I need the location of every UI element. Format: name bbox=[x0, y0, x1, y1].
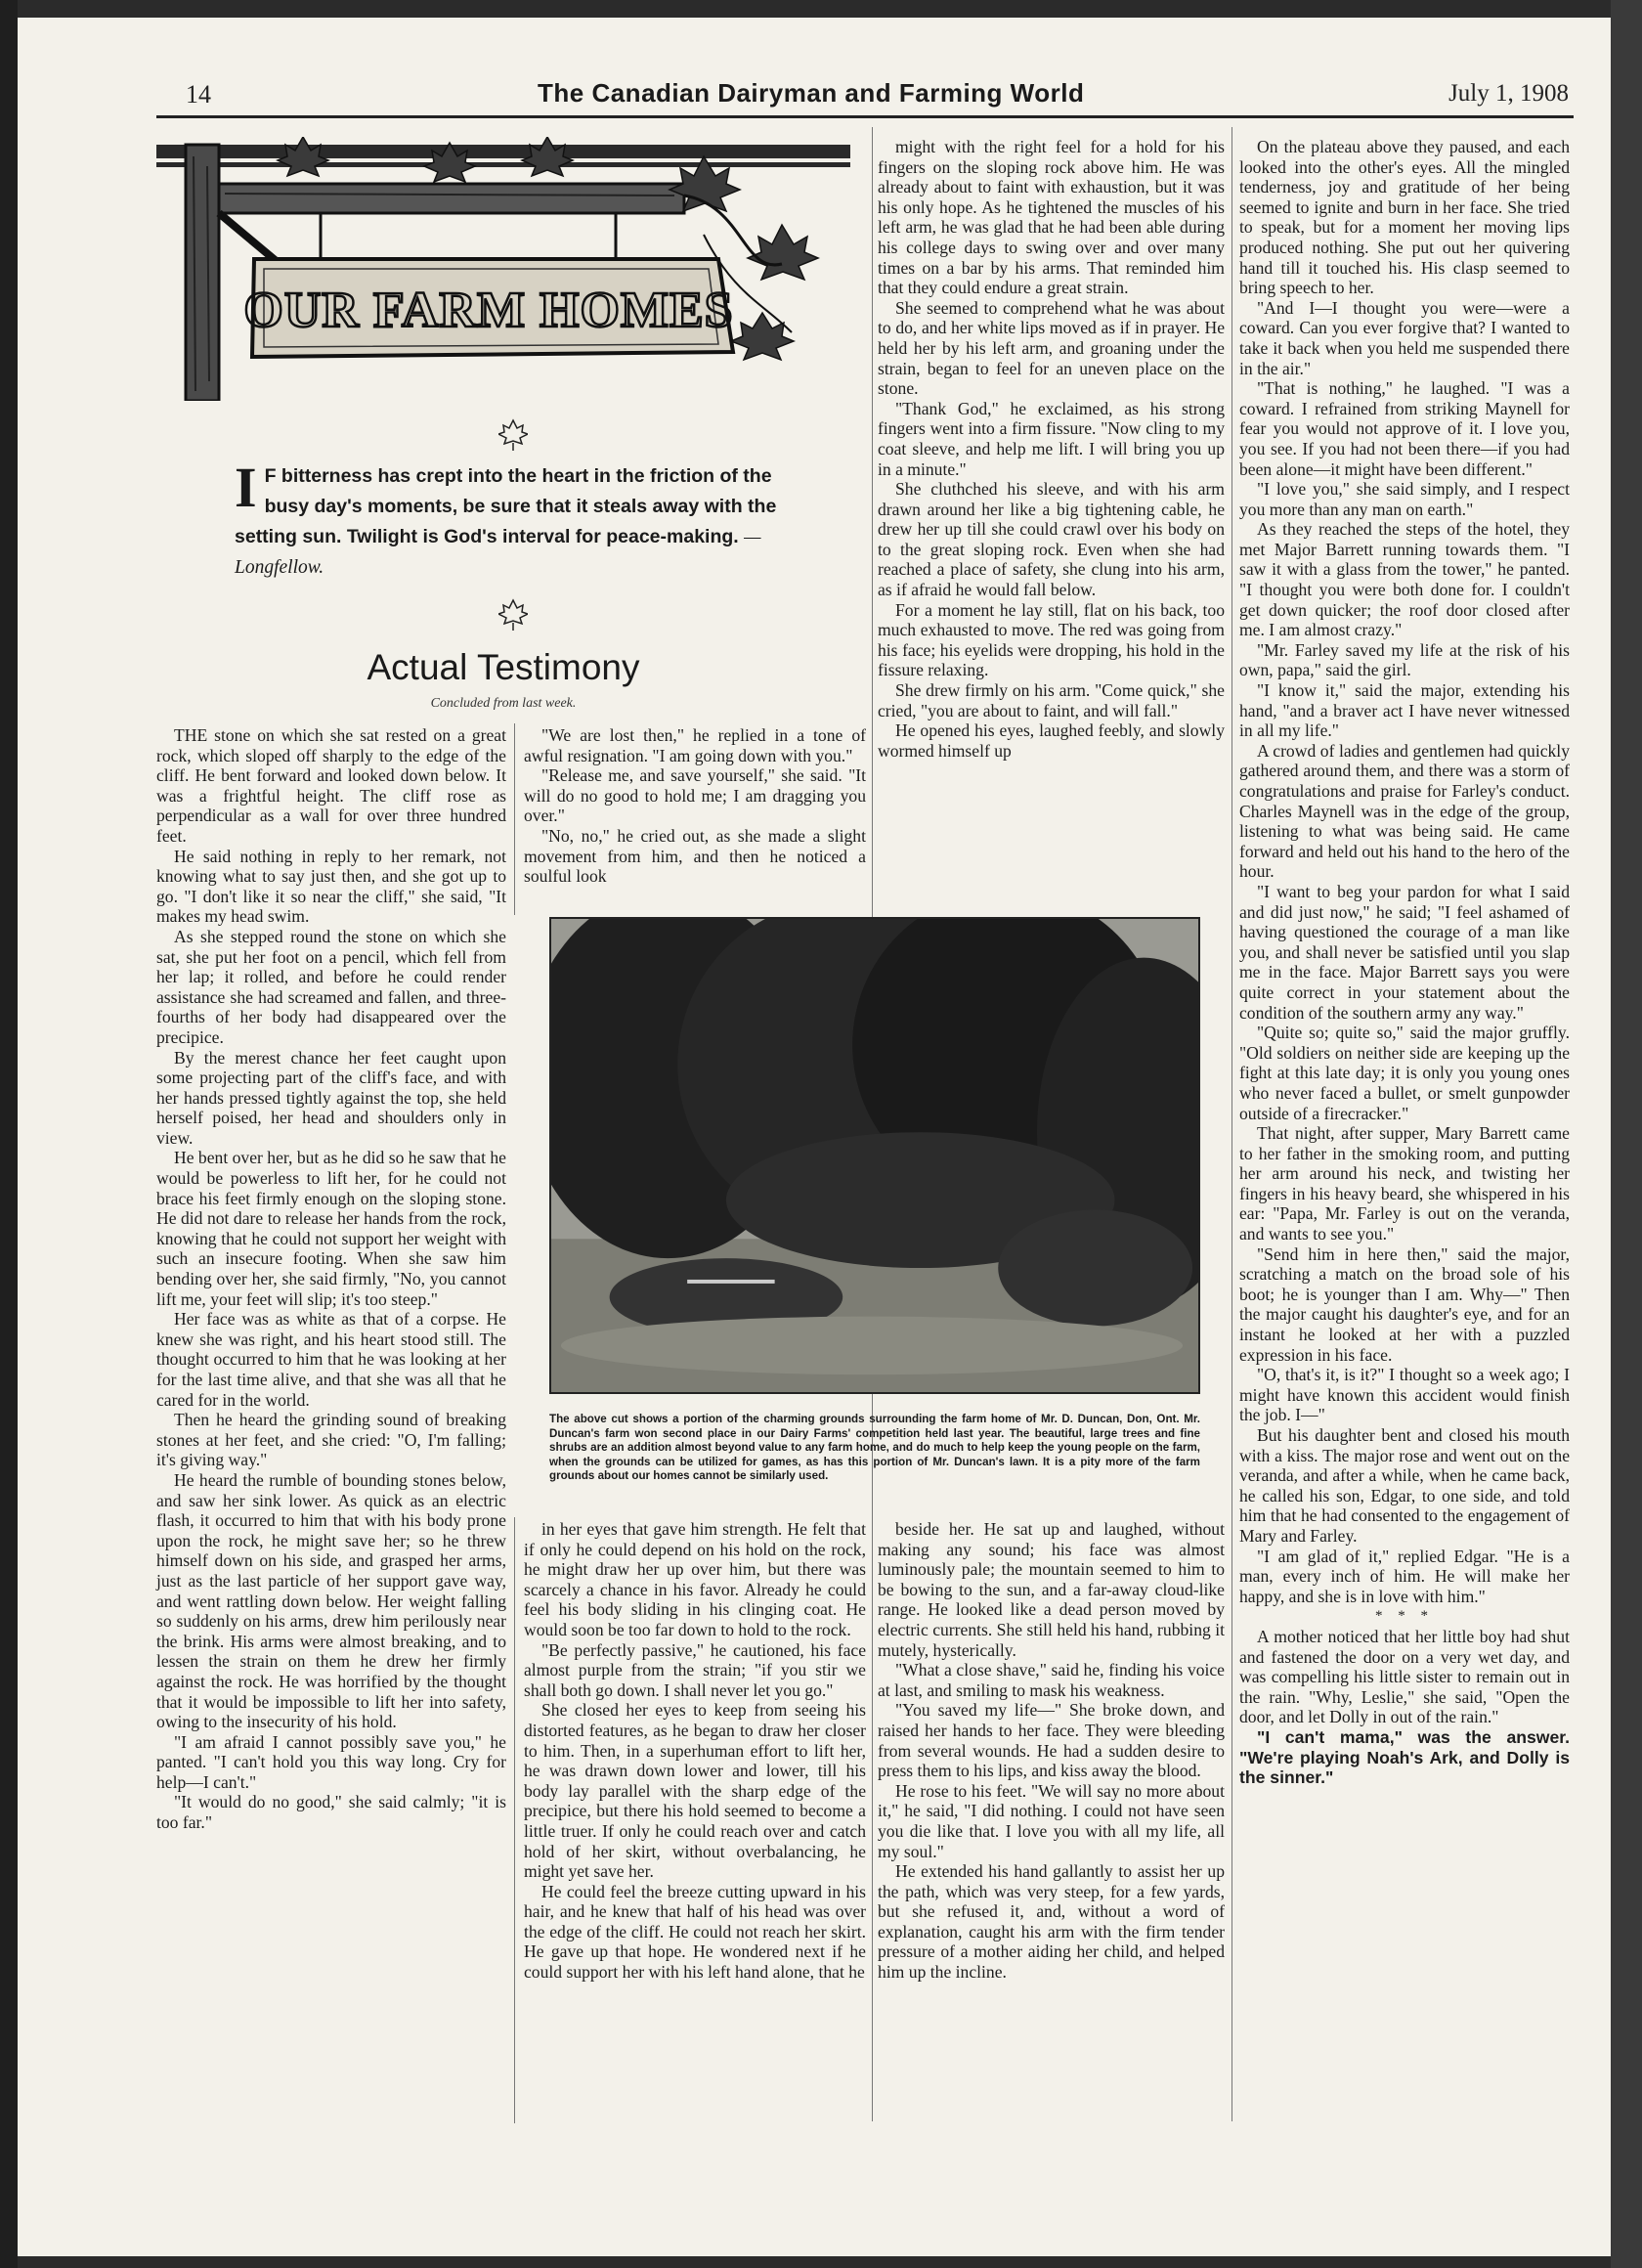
paragraph: "Thank God," he exclaimed, as his strong fingers went into a firm fissure. "Now cling to my coat sleeve, and help me lift. I will bring you up in a minute." bbox=[878, 398, 1225, 479]
publication-title: The Canadian Dairyman and Farming World bbox=[538, 78, 1085, 108]
paragraph: "And I—I thought you were—were a coward. Can you ever forgive that? I wanted to take it back when you held me suspended there in the air." bbox=[1239, 297, 1570, 378]
paragraph: He extended his hand gallantly to assist her up the path, which was very steep, for a few yards, but she refused it, and, without a word of explanation, caught his arm with the firm tender pressure of a mother aiding her child, and helped him up the incline. bbox=[878, 1861, 1225, 1983]
paragraph: She drew firmly on his arm. "Come quick," she cried, "you are about to faint, and will fall." bbox=[878, 680, 1225, 720]
our-farm-homes-banner bbox=[156, 137, 850, 401]
column-rule bbox=[514, 723, 515, 915]
paragraph: "I am afraid I cannot possibly save you," he panted. "I can't hold you this way long. Cry for help—I can't." bbox=[156, 1731, 506, 1792]
paragraph: "Be perfectly passive," he cautioned, his face almost purple from the strain; "if you stir we shall both go down. I shall never let you go." bbox=[524, 1639, 866, 1700]
paragraph: THE stone on which she sat rested on a great rock, which sloped off sharply to the edge of the cliff. He bent forward and looked down below. It was a frightful height. The cliff rose as perpendicular as a wall for over three hundred feet. bbox=[156, 725, 506, 846]
paragraph: She seemed to comprehend what he was about to do, and her white lips moved as if in prayer. He held her by his left arm, and groaning under the strain, began to feel for an uneven place on the stone. bbox=[878, 297, 1225, 399]
binder-edge bbox=[0, 0, 18, 2268]
paragraph: By the merest chance her feet caught upon some projecting part of the cliff's face, and with her hands pressed tightly against the top, she held herself poised, her head and shoulders only in view. bbox=[156, 1047, 506, 1148]
paragraph: But his daughter bent and closed his mouth with a kiss. The major rose and went out on the veranda, and after a while, when he came back, he called his son, Edgar, to one side, and told him that he had consented to the engagement of Mary and Farley. bbox=[1239, 1425, 1570, 1546]
paragraph: "Quite so; quite so," said the major gruffly. "Old soldiers on neither side are keeping up the fight at this late day; it is only you young ones who never faced a bullet, or smelt gunpowder outside of a firecracker." bbox=[1239, 1023, 1570, 1123]
paragraph: "It would do no good," she said calmly; "it is too far." bbox=[156, 1792, 506, 1833]
paragraph: "Send him in here then," said the major, scratching a match on the broad sole of his boot; he is younger than I am. Why—" Then the major caught his daughter's eye, and for an instant he looked at her with a puzzled expression in his face. bbox=[1239, 1243, 1570, 1365]
article-column-3-bottom bbox=[878, 1519, 1225, 1983]
quote-text: F bitterness has crept into the heart in the friction of the busy day's moments, be sure that it steals away with the setting sun. Twilight is God's interval for peace-making. bbox=[235, 465, 777, 547]
article-column-1 bbox=[156, 725, 506, 1833]
paragraph: She closed her eyes to keep from seeing his distorted features, as he began to draw her closer to him. Then, in a superhuman effort to lift her, he was drawn down lower and lower, till his body lay parallel with the sharp edge of the precipice, but there his hold seemed to become a little truer. If only he could reach over and catch hold of her skirt, without overbalancing, he might yet save her. bbox=[524, 1700, 866, 1882]
article-column-4 bbox=[1239, 137, 1570, 1788]
farm-grounds-photo bbox=[549, 917, 1200, 1394]
paragraph: Her face was as white as that of a corpse. He knew she was right, and his heart stood still. The thought occurred to him that he was looking at her for the last time alive, and that she was all that he cared for in the world. bbox=[156, 1309, 506, 1410]
maple-leaf-ornament bbox=[498, 418, 528, 452]
banner-title: OUR FARM HOMES bbox=[243, 283, 734, 338]
anecdote-paragraph: A mother noticed that her little boy had shut and fastened the door on a very wet day, and was compelling his little sister to remain out in the rain. "Why, Leslie," she said, "Open the door, and let Dolly in out of the rain." bbox=[1239, 1626, 1570, 1727]
header-rule bbox=[156, 115, 1574, 118]
paragraph: "You saved my life—" She broke down, and raised her hands to her face. They were bleeding from several wounds. He had a sudden desire to press them to his lips, and kiss away the blood. bbox=[878, 1700, 1225, 1781]
paragraph: "We are lost then," he replied in a tone of awful resignation. "I am going down with you." bbox=[524, 725, 866, 765]
paragraph: She cluthched his sleeve, and with his arm drawn around her like a big tightening cable, he drew her up till she could crawl over his body on to the great sloping rock. Even when she had reached a place of safety, she clung into his arm, as if afraid he would fall below. bbox=[878, 479, 1225, 600]
paragraph: in her eyes that gave him strength. He felt that if only he could depend on his hold on the rock, he might draw her up over him, but there was scarcely a chance in his favor. Already he could feel his body sliding in his clinging coat. He would soon be too far down to hold to the rock. bbox=[524, 1519, 866, 1639]
article-title: Actual Testimony bbox=[367, 647, 640, 687]
maple-leaf-ornament bbox=[498, 598, 528, 632]
paragraph: "Mr. Farley saved my life at the risk of his own, papa," said the girl. bbox=[1239, 639, 1570, 680]
paragraph: He said nothing in reply to her remark, not knowing what to say just then, and she got up to go. "I don't like it so near the cliff," she said, "It makes my head swim. bbox=[156, 846, 506, 927]
quote-drop-cap: I bbox=[235, 456, 257, 519]
quote-author: —Longfellow. bbox=[235, 527, 761, 578]
paragraph: "No, no," he cried out, as she made a slight movement from him, and then he noticed a soulful look bbox=[524, 825, 866, 887]
paragraph: beside her. He sat up and laughed, without making any sound; his face was almost luminously pale; the mountain seemed to him to be bowing to the sun, and a far-away cloud-like range. He looked like a dead person moved by electric currents. She still held his hand, rubbing it mutely, hysterically. bbox=[878, 1519, 1225, 1660]
epigraph-quote bbox=[235, 456, 782, 583]
paragraph: "What a close shave," said he, finding his voice at last, and smiling to mask his weakness. bbox=[878, 1660, 1225, 1700]
paragraph: On the plateau above they paused, and each looked into the other's eyes. All the mingled tenderness, joy and gratitude of her being seemed to ignite and burn in her face. She tried to speak, but for a moment her moving lips produced nothing. She put out her quivering hand till it touched his. His clasp seemed to bring speech to her. bbox=[1239, 137, 1570, 298]
article-column-2-bottom bbox=[524, 1519, 866, 1983]
paragraph: "That is nothing," he laughed. "I was a coward. I refrained from striking Maynell for fear you would not approve of it. I love you, you see. If you had not been there—if you had been alone—it might have been different." bbox=[1239, 378, 1570, 479]
paragraph: Then he heard the grinding sound of breaking stones at her feet, and she cried: "O, I'm falling; it's giving way." bbox=[156, 1410, 506, 1470]
article-column-3-top bbox=[878, 137, 1225, 761]
paragraph: As she stepped round the stone on which she sat, she put her foot on a pencil, which fell from her lap; it rolled, and before he could render assistance she had screamed and fallen, and three-fourths of her body had disappeared over the precipice. bbox=[156, 926, 506, 1047]
issue-date: July 1, 1908 bbox=[1448, 80, 1569, 107]
paragraph: That night, after supper, Mary Barrett came to her father in the smoking room, and putting her arm around his neck, and twisting her fingers in his heavy beard, she whispered in his ear: "Papa, Mr. Farley is out on the veranda, and wants to see you." bbox=[1239, 1123, 1570, 1244]
section-separator: * * * bbox=[1375, 1608, 1434, 1625]
paragraph: A crowd of ladies and gentlemen had quickly gathered around them, and there was a storm of congratulations and praise for Farley's conduct. Charles Maynell was in the edge of the group, listening to what was being said. He came forward and held out his hand to the hero of the hour. bbox=[1239, 740, 1570, 882]
paragraph: might with the right feel for a hold for his fingers on the sloping rock above him. He was already about to faint with exhaustion, but it was his only hope. As he tightened the muscles of his left arm, he was glad that he had been able during his college days to swing over and over many times on a bar by his arms. That reminded him that they could endure a great strain. bbox=[878, 137, 1225, 298]
column-rule bbox=[514, 1517, 515, 2123]
paragraph: He opened his eyes, laughed feebly, and slowly wormed himself up bbox=[878, 720, 1225, 761]
paragraph: "I want to beg your pardon for what I said and did just now," he said; "I feel ashamed of having questioned the courage of a man like you, and shall never be satisfied until you slap me in the face. Major Barrett says you were quite correct in your statement about the condition of the southern army any way." bbox=[1239, 881, 1570, 1023]
paragraph: For a moment he lay still, flat on his back, too much exhausted to move. The red was going from his face; his eyelids were dropping, his hold in the fissure relaxing. bbox=[878, 599, 1225, 680]
anecdote-paragraph: "I can't mama," was the answer. "We're playing Noah's Ark, and Dolly is the sinner." bbox=[1239, 1726, 1570, 1788]
page-number: 14 bbox=[186, 80, 211, 109]
paragraph: He bent over her, but as he did so he saw that he would be powerless to lift her, for he could not brace his feet firmly enough on the sloping stone. He did not dare to release her hands from the rock, knowing that he could not support her weight with such an insecure footing. When she saw him bending over her, she said firmly, "No, you cannot lift me, your feet will slip; it's too steep." bbox=[156, 1148, 506, 1309]
article-column-2-top bbox=[524, 725, 866, 887]
paragraph: "I know it," said the major, extending his hand, "and a braver act I have never witnessed in all my life." bbox=[1239, 680, 1570, 741]
paragraph: "I am glad of it," replied Edgar. "He is a man, every inch of him. He will make her happy, and she is in love with him." bbox=[1239, 1546, 1570, 1606]
paragraph: He heard the rumble of bounding stones below, and saw her sink lower. As quick as an electric flash, it occurred to him that with his body prone upon the rock, he might save her; so he threw himself down on his side, and grasped her arms, just as the last particle of her support gave way, and went rattling down below. Her weight falling so suddenly on his arms, drew him perilously near the brink. His arms were almost breaking, and to lessen the strain on them he drew her firmly against the rock. He was horrified by the thought that it would be impossible to lift her into safety, owing to the insecurity of his hold. bbox=[156, 1469, 506, 1732]
paragraph: "Release me, and save yourself," she said. "It will do no good to hold me; I am dragging you over." bbox=[524, 765, 866, 826]
page-right-edge bbox=[1611, 0, 1642, 2268]
paragraph: He could feel the breeze cutting upward in his hair, and he knew that half of his head was over the edge of the cliff. He could not reach her skirt. He gave up that hope. He wondered next if he could support her with his left hand alone, that he bbox=[524, 1881, 866, 1983]
paragraph: "I love you," she said simply, and I respect you more than any man on earth." bbox=[1239, 479, 1570, 519]
paragraph: He rose to his feet. "We will say no more about it," he said, "I did nothing. I could not have seen you die like that. I love you with all my life, all my soul." bbox=[878, 1780, 1225, 1861]
paragraph: "O, that's it, is it?" I thought so a week ago; I might have known this accident would finish the job. I—" bbox=[1239, 1365, 1570, 1425]
photo-caption: The above cut shows a portion of the charming grounds surrounding the farm home of Mr. D. Duncan, Don, Ont. Mr. Duncan's farm won second place in our Dairy Farms' competition held last year. The beautiful, large trees and fine shrubs are an addition almost beyond value to any farm home, and do much to help keep the young people on the farm, when the grounds can be utilized for games, as has this portion of Mr. Duncan's lawn. It is a pity more of the farm grounds about our homes cannot be similarly used. bbox=[549, 1413, 1200, 1483]
running-header bbox=[186, 78, 1569, 113]
paragraph: As they reached the steps of the hotel, they met Major Barrett running towards them. "I saw it with a glass from the tower," he panted. "I thought you were both done for. I couldn't get down quicker; the roof door closed after me. I am almost crazy." bbox=[1239, 519, 1570, 640]
article-subtitle: Concluded from last week. bbox=[430, 696, 577, 711]
